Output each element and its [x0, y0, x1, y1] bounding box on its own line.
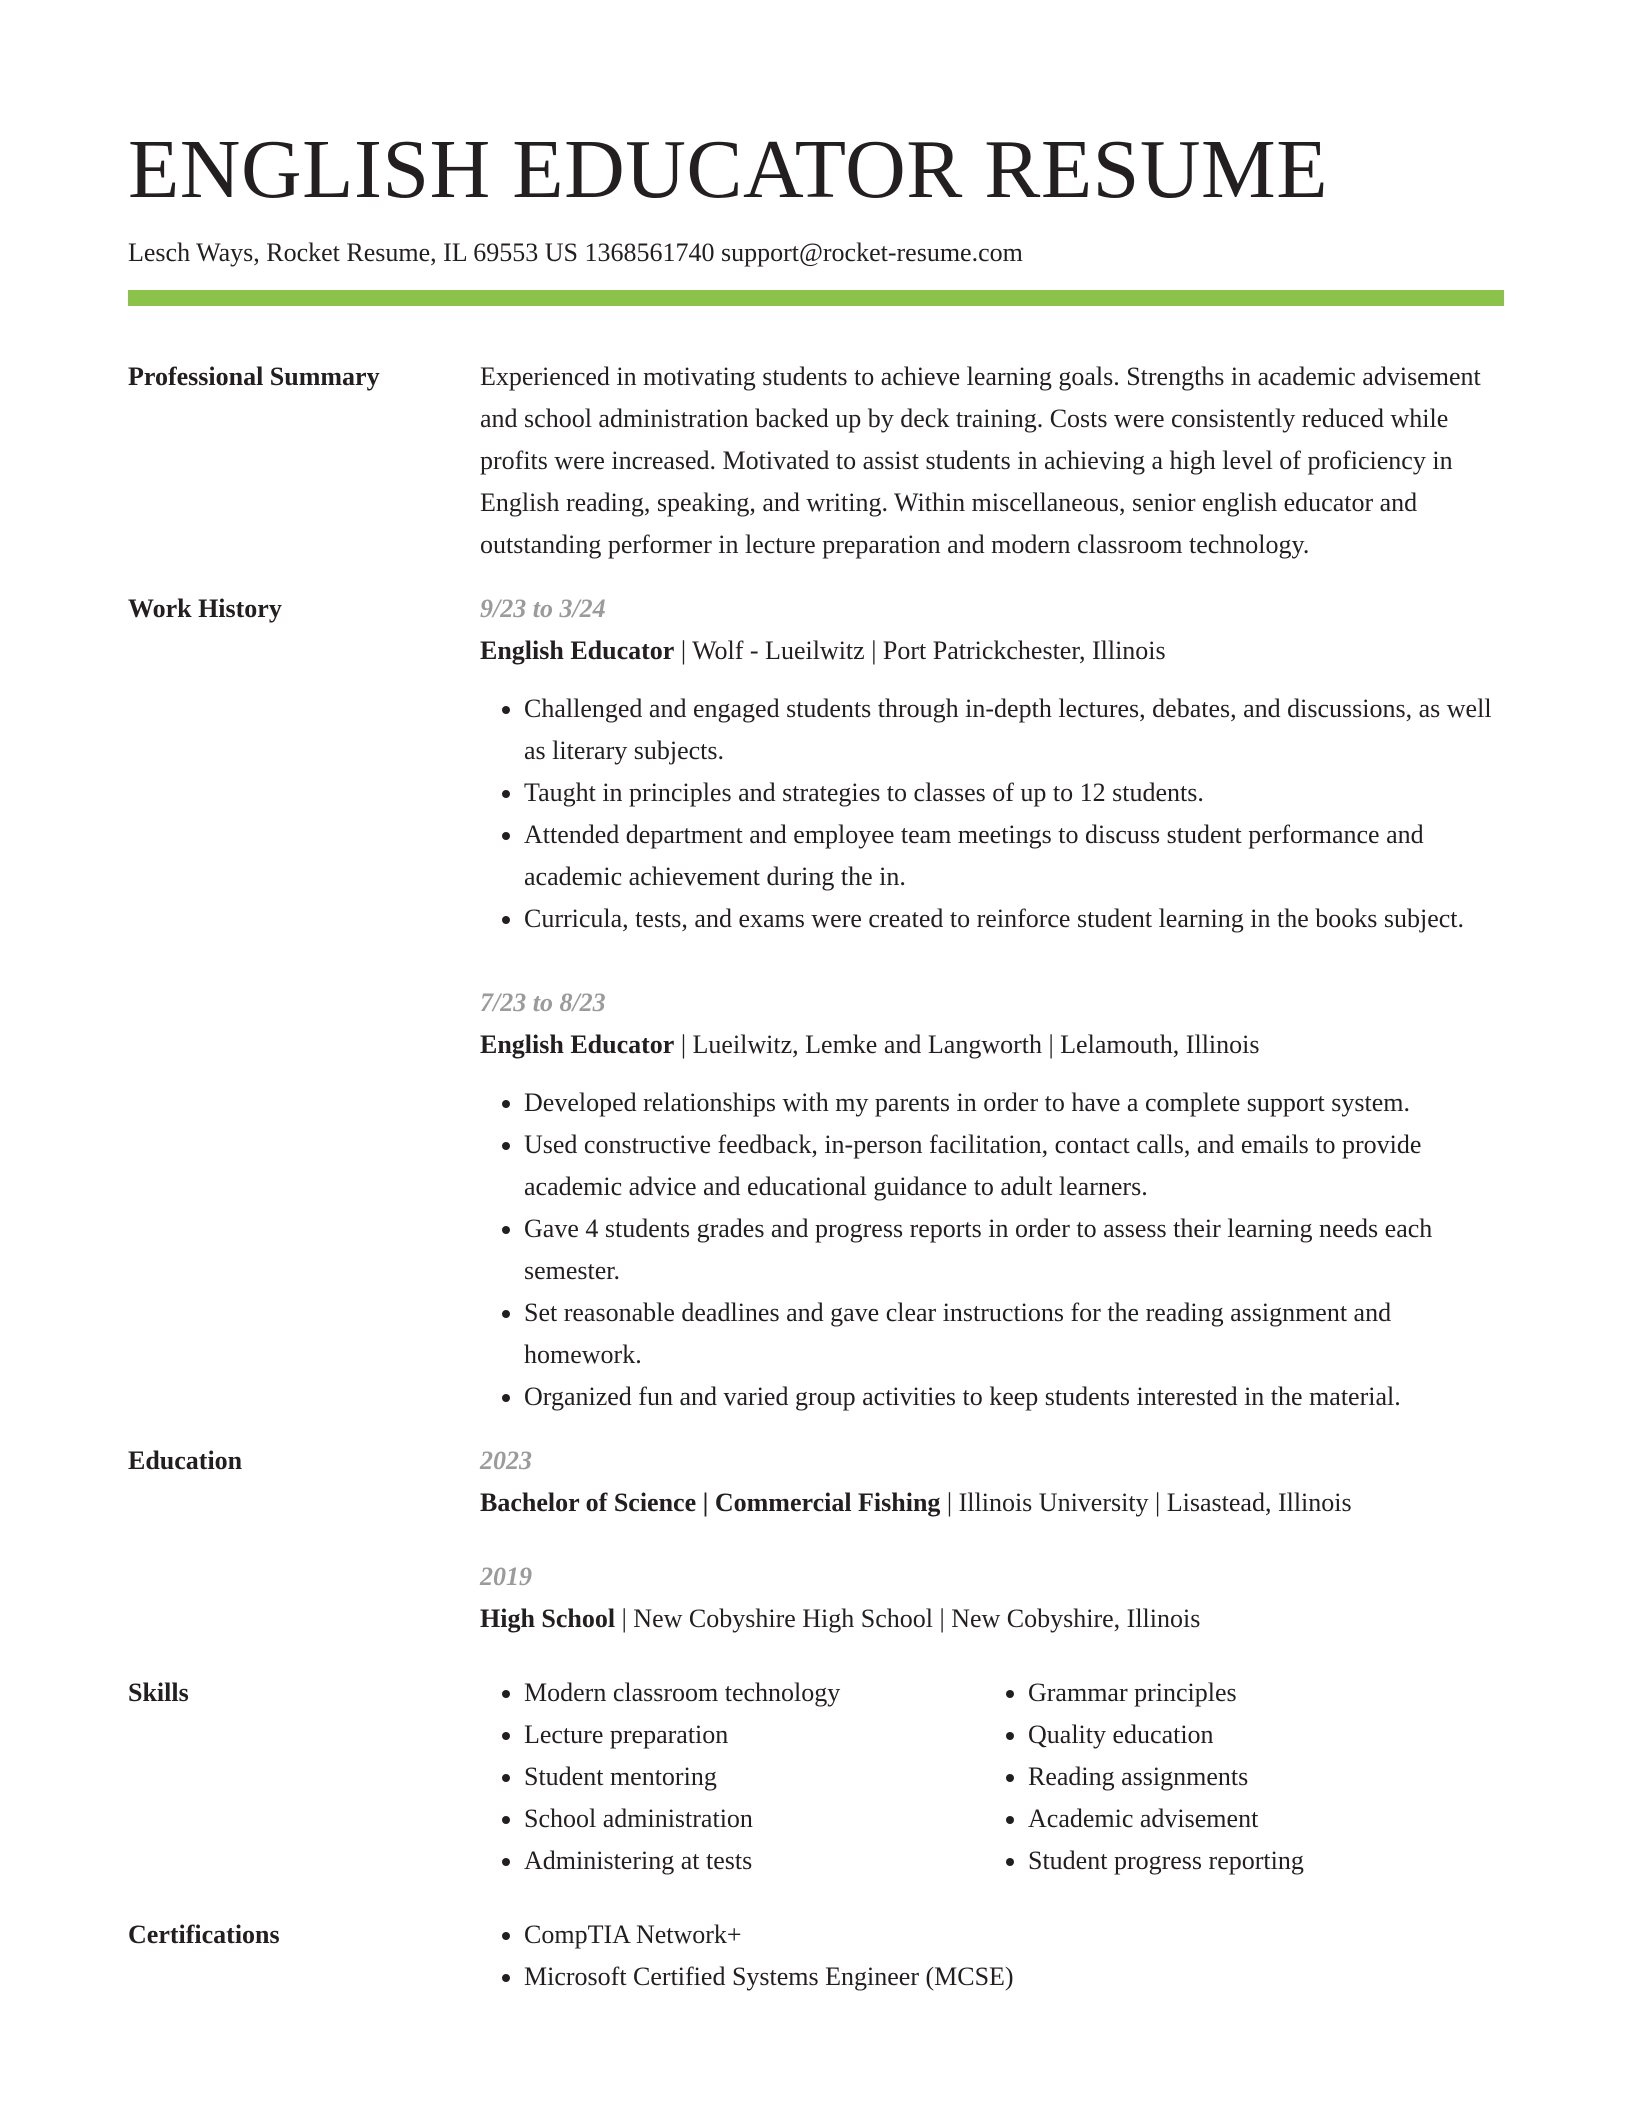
job-bullets	[480, 1082, 1504, 1418]
section-heading: Professional Summary	[128, 362, 380, 391]
list-item: • CompTIA Network+	[524, 1914, 1504, 1956]
accent-divider	[128, 290, 1504, 306]
list-item: • Developed relationships with my parents in order to have a complete support system.	[524, 1082, 1504, 1124]
list-item: • Academic advisement	[1028, 1798, 1504, 1840]
list-item: • Quality education	[1028, 1714, 1504, 1756]
list-item: • Challenged and engaged students through in-depth lectures, debates, and discussions, as well as literary subjects.	[524, 688, 1504, 772]
section-heading: Education	[128, 1446, 243, 1475]
list-item: • Taught in principles and strategies to classes of up to 12 students.	[524, 772, 1504, 814]
education-heading	[480, 1482, 1504, 1524]
job-heading	[480, 1024, 1504, 1066]
list-item: • Microsoft Certified Systems Engineer (MCSE)	[524, 1956, 1504, 1998]
section-heading: Certifications	[128, 1920, 280, 1949]
summary-text: Experienced in motivating students to achieve learning goals. Strengths in academic advisement and school administration backed up by deck training. Costs were consistently reduced while profits were increased. Motivated to assist students in achieving a high level of proficiency in English reading, speaking, and writing. Within miscellaneous, senior english educator and outstanding performer in lecture preparation and modern classroom technology.	[480, 362, 1481, 559]
list-item: • Curricula, tests, and exams were created to reinforce student learning in the books subject.	[524, 898, 1504, 940]
education-details: | Illinois University | Lisastead, Illinois	[940, 1488, 1352, 1517]
job-dates: 9/23 to 3/24	[480, 594, 606, 623]
education-heading	[480, 1598, 1504, 1640]
job-title: English Educator	[480, 636, 675, 665]
list-item: • Reading assignments	[1028, 1756, 1504, 1798]
work-history-section	[128, 588, 1504, 1418]
job-dates: 7/23 to 8/23	[480, 988, 606, 1017]
job-heading	[480, 630, 1504, 672]
education-entry	[480, 1556, 1504, 1640]
education-list	[480, 1440, 1504, 1640]
skills-list	[984, 1672, 1504, 1882]
job-details: | Wolf - Lueilwitz | Port Patrickchester, Illinois	[674, 636, 1166, 665]
degree: Bachelor of Science | Commercial Fishing	[480, 1488, 941, 1517]
resume-title: ENGLISH EDUCATOR RESUME	[128, 123, 1329, 216]
list-item: • Grammar principles	[1028, 1672, 1504, 1714]
section-heading: Skills	[128, 1678, 189, 1707]
certifications-list	[480, 1914, 1504, 1998]
list-item: • Attended department and employee team meetings to discuss student performance and academic achievement during the in.	[524, 814, 1504, 898]
job-details: | Lueilwitz, Lemke and Langworth | Lelamouth, Illinois	[674, 1030, 1260, 1059]
skills-grid	[480, 1672, 1504, 1882]
skills-column	[480, 1672, 984, 1882]
professional-summary-section	[128, 356, 1504, 566]
certifications-section	[128, 1914, 1504, 1998]
education-year: 2023	[480, 1446, 532, 1475]
skills-section	[128, 1672, 1504, 1882]
skills-column	[984, 1672, 1504, 1882]
list-item: • Modern classroom technology	[524, 1672, 984, 1714]
section-heading: Work History	[128, 594, 282, 623]
job-title: English Educator	[480, 1030, 675, 1059]
resume-page	[128, 120, 1504, 1998]
education-year: 2019	[480, 1562, 532, 1591]
list-item: • Organized fun and varied group activities to keep students interested in the material.	[524, 1376, 1504, 1418]
list-item: • School administration	[524, 1798, 984, 1840]
education-details: | New Cobyshire High School | New Cobyshire, Illinois	[615, 1604, 1201, 1633]
job-bullets	[480, 688, 1504, 940]
work-history-list	[480, 588, 1504, 1418]
skills-list	[480, 1672, 984, 1882]
list-item: • Set reasonable deadlines and gave clear instructions for the reading assignment and homework.	[524, 1292, 1504, 1376]
list-item: • Lecture preparation	[524, 1714, 984, 1756]
list-item: • Student progress reporting	[1028, 1840, 1504, 1882]
job-entry	[480, 982, 1504, 1418]
education-entry	[480, 1440, 1504, 1524]
list-item: • Gave 4 students grades and progress reports in order to assess their learning needs each semester.	[524, 1208, 1504, 1292]
certifications-body	[480, 1914, 1504, 1998]
list-item: • Student mentoring	[524, 1756, 984, 1798]
list-item: • Used constructive feedback, in-person facilitation, contact calls, and emails to provide academic advice and educational guidance to adult learners.	[524, 1124, 1504, 1208]
list-item: • Administering at tests	[524, 1840, 984, 1882]
contact-info: Lesch Ways, Rocket Resume, IL 69553 US 1368561740 support@rocket-resume.com	[128, 238, 1023, 267]
job-entry	[480, 588, 1504, 940]
degree: High School	[480, 1604, 616, 1633]
education-section	[128, 1440, 1504, 1640]
